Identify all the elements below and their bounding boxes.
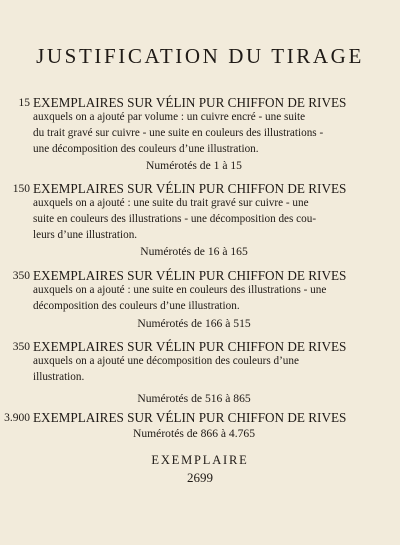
copy-count: 350 bbox=[12, 270, 30, 282]
description-line: auxquels on a ajouté une décomposition des couleurs d’une bbox=[33, 355, 299, 367]
entry-heading-line bbox=[18, 95, 355, 110]
entry-description bbox=[33, 196, 355, 243]
description-line: illustration. bbox=[33, 370, 85, 383]
copy-count: 150 bbox=[12, 183, 30, 195]
page-title: JUSTIFICATION DU TIRAGE bbox=[36, 44, 364, 68]
numbering-range: Numérotés de 516 à 865 bbox=[137, 391, 251, 405]
edition-entry bbox=[18, 95, 355, 174]
description-line: leurs d’une illustration. bbox=[33, 228, 138, 241]
description-line: auxquels on a ajouté : une suite en couleurs des illustrations - une bbox=[33, 284, 327, 296]
entry-heading: EXEMPLAIRES SUR VÉLIN PUR CHIFFON DE RIVES bbox=[33, 339, 347, 354]
entry-heading: EXEMPLAIRES SUR VÉLIN PUR CHIFFON DE RIVES bbox=[33, 410, 347, 425]
entry-description bbox=[33, 283, 355, 315]
entry-heading-line bbox=[4, 410, 355, 425]
copy-number: 2699 bbox=[187, 470, 213, 485]
entry-heading-line bbox=[12, 268, 355, 283]
copy-count: 350 bbox=[12, 341, 30, 353]
copy-count: 3.900 bbox=[4, 412, 30, 424]
description-line: du trait gravé sur cuivre - une suite en couleurs des illustrations - bbox=[33, 126, 324, 139]
numbering-range: Numérotés de 866 à 4.765 bbox=[132, 427, 256, 440]
description-line: décomposition des couleurs d’une illustration. bbox=[33, 299, 240, 312]
numbering-range: Numérotés de 166 à 515 bbox=[137, 316, 251, 330]
edition-entry bbox=[4, 410, 355, 442]
numbering-range: Numérotés de 16 à 165 bbox=[140, 245, 248, 259]
description-line: suite en couleurs des illustrations - une décomposition des cou- bbox=[33, 212, 317, 225]
entry-heading-line bbox=[12, 339, 355, 354]
entry-heading: EXEMPLAIRES SUR VÉLIN PUR CHIFFON DE RIVES bbox=[33, 95, 347, 110]
entry-description bbox=[33, 354, 355, 386]
entry-heading-line bbox=[12, 181, 355, 196]
numbering-range: Numérotés de 1 à 15 bbox=[146, 159, 242, 173]
copy-label: EXEMPLAIRE bbox=[151, 453, 249, 467]
entry-heading: EXEMPLAIRES SUR VÉLIN PUR CHIFFON DE RIVES bbox=[33, 268, 347, 283]
entry-description bbox=[33, 110, 355, 157]
description-line: une décomposition des couleurs d’une illustration. bbox=[33, 142, 259, 155]
copy-colophon bbox=[0, 452, 400, 487]
edition-entry bbox=[12, 339, 355, 407]
copy-count: 15 bbox=[18, 97, 30, 109]
edition-entry bbox=[12, 181, 355, 260]
entry-heading: EXEMPLAIRES SUR VÉLIN PUR CHIFFON DE RIVES bbox=[33, 181, 347, 196]
description-line: auxquels on a ajouté : une suite du trait gravé sur cuivre - une bbox=[33, 197, 309, 209]
description-line: auxquels on a ajouté par volume : un cuivre encré - une suite bbox=[33, 111, 306, 123]
edition-entry bbox=[12, 268, 355, 332]
